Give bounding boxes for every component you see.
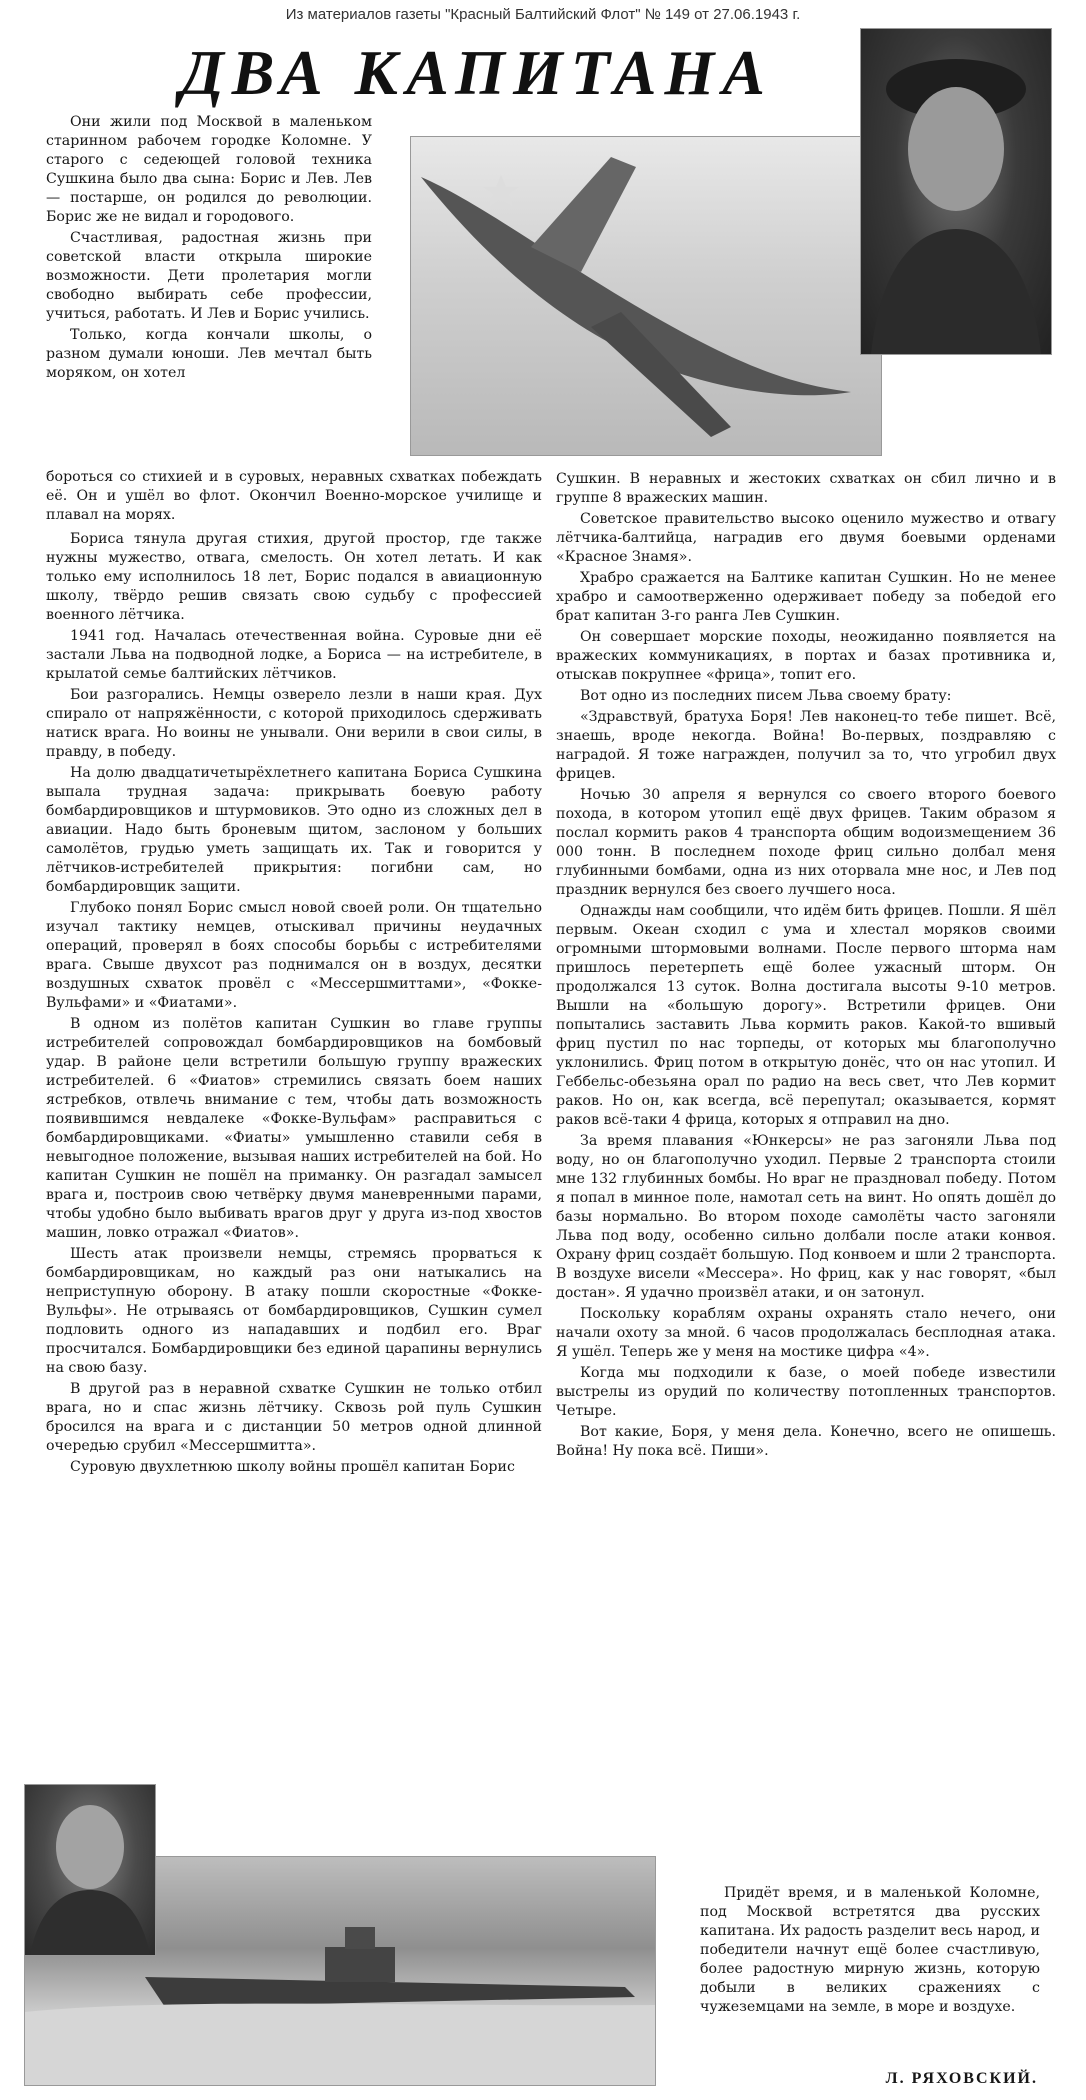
paragraph: В другой раз в неравной схватке Сушкин не только отбил врага, но и спас жизнь лётчику. Сквозь рой пуль Сушкин бросился на врага и с дистанции 50 метров одной длинной очередью срубил «Мессершмитта».: [46, 1381, 542, 1454]
paragraph: Бои разгорались. Немцы озверело лезли в наши края. Дух спирало от напряжённости, с которой приходилось сдерживать натиск врага. Но воины не унывали. Они верили в свои силы, в правду, в победу.: [46, 687, 542, 760]
paragraph: Вот одно из последних писем Льва своему брату:: [580, 688, 952, 704]
column-1-body: [46, 530, 542, 1760]
paragraph: На долю двадцатичетырёхлетнего капитана Бориса Сушкина выпала трудная задача: прикрывать боевую работу бомбардировщиков и штурмовиков. Это одно из сложных дел в авиации. Надо быть броневым щитом, заслоном у больших самолётов, грудью уметь защищать их. Так и говорится у лётчиков-истребителей прикрытия: погибни сам, но бомбардировщик защити.: [46, 765, 542, 895]
paragraph: Когда мы подходили к базе, о моей победе известили выстрелы из орудий по количеству потопленных транспортов. Четыре.: [556, 1365, 1056, 1419]
paragraph: Бориса тянула другая стихия, другой простор, где также нужны мужество, отвага, смелость. Он хотел летать. И как только ему исполнилось 18 лет, Борис подался в авиационную школу, твёрдо решив связать свою судьбу с профессией военного лётчика.: [46, 531, 542, 623]
portrait-silhouette: [25, 1785, 155, 1955]
paragraph: Храбро сражается на Балтике капитан Сушкин. Но не менее храбро и самоотверженно одерживает победу за победой его брат капитан 3-го ранга Лев Сушкин.: [556, 570, 1056, 624]
portrait-silhouette: [861, 29, 1051, 354]
paragraph: Счастливая, радостная жизнь при советской власти открыла широкие возможности. Дети пролетария могли свободно выбирать себе профессии, учиться, работать. И Лев и Борис учились.: [46, 230, 372, 322]
paragraph: Придёт время, и в маленькой Коломне, под Москвой встретятся два русских капитана. Их радость разделит весь народ, и победители начнут ещё более счастливую, более радостную мирную жизнь, которую добыли в великих сражениях с чужеземцами на земле, в море и воздухе.: [700, 1885, 1040, 2015]
author-signature: Л. РЯХОВСКИЙ.: [885, 2070, 1038, 2087]
column-1-continuation: [46, 468, 542, 528]
paragraph: Шесть атак произвели немцы, стремясь прорваться к бомбардировщикам, но каждый раз они натыкались на неприступную оборону. В атаку пошли скоростные «Фокке-Вульфы». Не отрываясь от бомбардировщиков, Сушкин сумел подловить одного из нападавших и подбил его. Враг просчитался. Бомбардировщики без единой царапины вернулись на свою базу.: [46, 1246, 542, 1376]
column-1-top: [46, 113, 372, 463]
paragraph: «Здравствуй, братуха Боря! Лев наконец-то тебе пишет. Всё, знаешь, вроде некогда. Война! Во-первых, поздравляю с наградой. Я тоже награжден, получил за то, что угробил двух фрицев.: [556, 709, 1056, 782]
fighter-plane-illustration: [411, 137, 881, 455]
closing-paragraph: [700, 1884, 1040, 2017]
paragraph: Ночью 30 апреля я вернулся со своего второго боевого похода, в котором утопил ещё двух фрицев. Таким образом я послал кормить раков 4 транспорта общим водоизмещением 36 000 тонн. В последнем походе фриц сильно долбал меня глубинными бомбами, одна из них оторвала мне нос, и Лев под праздник вернулся без своего лучшего носа.: [556, 787, 1056, 898]
paragraph: Суровую двухлетнюю школу войны прошёл капитан Борис: [70, 1459, 515, 1475]
column-2-body: [556, 470, 1056, 1875]
paragraph: Вот какие, Боря, у меня дела. Конечно, всего не опишешь. Война! Ну пока всё. Пиши».: [556, 1424, 1056, 1459]
source-caption: Из материалов газеты "Красный Балтийский Флот" № 149 от 27.06.1943 г.: [285, 6, 801, 23]
paragraph: бороться со стихией и в суровых, неравных схватках побеждать её. Он и ушёл во флот. Окончил Военно-морское училище и плавал на морях.: [46, 469, 542, 523]
paragraph: Сушкин. В неравных и жестоких схватках он сбил лично и в группе 8 вражеских машин.: [556, 471, 1056, 506]
fighter-plane-photo: [410, 136, 882, 456]
paragraph: Он совершает морские походы, неожиданно появляется на вражеских коммуникациях, в портах и базах противника и, отыскав покрупнее «фрица», топит его.: [556, 629, 1056, 683]
paragraph: Советское правительство высоко оценило мужество и отвагу лётчика-балтийца, наградив его двумя боевыми орденами «Красное Знамя».: [556, 511, 1056, 565]
paragraph: В одном из полётов капитан Сушкин во главе группы истребителей сопровождал бомбардировщиков на бомбовый удар. В районе цели встретили большую группу вражеских истребителей. 6 «Фиатов» стремились связать боем наших ястребков, отвлечь внимание с тем, чтобы дать возможность появившимся невдалеке «Фокке-Вульфам» расправиться с бомбардировщиками. «Фиаты» умышленно ставили себя в невыгодное положение, вызывая наших истребителей на бой. Но капитан Сушкин не пошёл на приманку. Он разгадал замысел врага и, построив свою четвёрку двумя маневренными парами, чтобы удобно было выбивать врагов друг у друга из-под хвостов машин, ловко отражал «Фиатов».: [46, 1016, 542, 1241]
paragraph: Они жили под Москвой в маленьком старинном рабочем городке Коломне. У старого с седеющей головой техника Сушкина было два сына: Борис и Лев. Лев — постарше, он родился до революции. Борис же не видал и городового.: [46, 114, 372, 225]
paragraph: За время плавания «Юнкерсы» не раз загоняли Льва под воду, но он благополучно уходил. Первые 2 транспорта стоили мне 132 глубинных бомбы. Но враг не праздновал победу. Потом я попал в минное поле, намотал сеть на винт. Но опять дошёл до базы нормально. Во втором походе самолёты часто загоняли Льва под воду, особенно сильно долбали после атаки конвоя. Охрану фриц создаёт большую. Под конвоем и шли 2 транспорта. В воздухе висели «Мессера». Но фриц, как у нас говорят, «был достан». Я удачно произвёл атаки, и он затонул.: [556, 1133, 1056, 1301]
paragraph: Только, когда кончали школы, о разном думали юноши. Лев мечтал быть моряком, он хотел: [46, 327, 372, 381]
paragraph: Однажды нам сообщили, что идём бить фрицев. Пошли. Я шёл первым. Океан сходил с ума и хлестал моряков своими огромными штормовыми волнами. После первого шторма нам пришлось перетерпеть ещё более ужасный шторм. Он продолжался 13 суток. Волна достигала высоты 9-10 метров. Вышли на «большую дорогу». Встретили фрицев. Они попытались заставить Льва кормить раков. Какой-то вшивый фриц пустил по нас торпеды, от которых мы благополучно уклонились. Фриц потом в открытую донёс, что он нас утопил. И Геббельс-обезьяна орал по радио на весь свет, что Лев кормит раков. Но он, как всегда, всё перепутал; оказывается, кормят раков всё-таки 4 фрица, которых я отправил на дно.: [556, 903, 1056, 1128]
paragraph: Глубоко понял Борис смысл новой своей роли. Он тщательно изучал тактику немцев, отыскивал причины неудачных операций, проверял в боях способы борьбы с истребителями врага. Свыше двухсот раз поднимался он в воздух, десятки воздушных схваток провёл с «Мессершмиттами», «Фокке-Вульфами» и «Фиатами».: [46, 900, 542, 1011]
portrait-boris-photo: [860, 28, 1052, 355]
portrait-lev-photo: [24, 1784, 156, 1956]
article-headline: ДВА КАПИТАНА: [180, 37, 773, 108]
paragraph: 1941 год. Началась отечественная война. Суровые дни её застали Льва на подводной лодке, а Бориса — на истребителе, в крылатой семье балтийских лётчиков.: [46, 628, 542, 682]
paragraph: Поскольку кораблям охраны охранять стало нечего, они начали охоту за мной. 6 часов продолжалась бесплодная атака. Я ушёл. Теперь же у меня на мостике цифра «4».: [556, 1306, 1056, 1360]
